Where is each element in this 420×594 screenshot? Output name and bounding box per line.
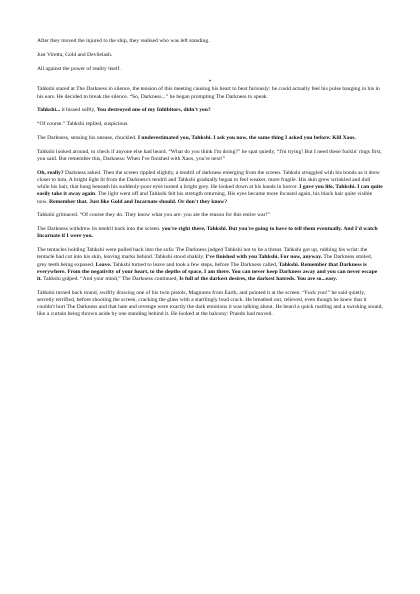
bold-text-run: I gave you life, Tahkshi. I can quite easily take it away again: [37, 184, 383, 198]
bold-text-run: Tahkshi. Remember that Darkness is everywhere. From the negativity of your heart, to the depths of space, I am there. You can never keep Darkness away and you can never escape it.: [37, 261, 378, 282]
bold-text-run: you're right there, Tahkshi. But you're going to have to tell them eventually. And I'd watch Incarnate if I were you.: [37, 226, 378, 240]
paragraph: [37, 149, 383, 163]
bold-text-run: I've finished with you Tahkshi. For now, anyway.: [205, 254, 323, 261]
paragraph: [37, 170, 383, 206]
text-run: Tahkshi turned to leave and took a few steps, before The Darkness called,: [111, 261, 279, 268]
bold-text-run: Tahkshi...: [37, 107, 61, 114]
text-run: “Of course.” Tahkshi replied, suspicious.: [37, 121, 129, 128]
text-run: The Darkness, sensing his unease, chuckled.: [37, 134, 138, 141]
paragraph: [37, 226, 383, 240]
bold-text-run: Oh, really?: [37, 169, 64, 176]
scene-separator: *: [208, 79, 212, 86]
text-run: The Darkness smiled, grey teeth being exposed.: [37, 254, 373, 268]
text-run: Tahkshi grimaced. “Of course they do. They know what you are: you are the reason for this entire war!”: [37, 212, 270, 219]
text-run: . The light went off and Tahkshi felt his strength returning. His eyes became more focused again, his black hair quite visible now.: [37, 191, 373, 205]
paragraph: [37, 290, 383, 319]
paragraph: [37, 86, 383, 100]
bold-text-run: You destroyed one of my Inhibitors, didn't you?: [96, 107, 211, 114]
bold-text-run: Is full of the darkest desires, the darkest hatreds. You are so...easy.: [179, 276, 338, 282]
text-run: Tahkshi stared at The Darkness in silence, the tension of this meeting causing his heart to beat furiously: he could actually feel his pulse banging in his in his ears. He decided to break the silence. “So, Darkness...” he began prompting The Darkness to speak.: [37, 86, 380, 100]
paragraph: [37, 247, 383, 283]
text-run: The Darkness withdrew its tendril back into the screen.: [37, 226, 162, 233]
text-run: The tentacles holding Tahkshi were pulled back into the sofa: The Darkness judged Tahkshi not to be a threat. Tahkshi got up, rubbing his wrist: the tentacle had cut into his skin, leaving marks behind. Tahkshi stood shakily.: [37, 247, 368, 261]
text-run: Tahkshi gulped. “And your mind,” The Darkness continued,: [41, 276, 180, 282]
paragraph: [37, 135, 383, 142]
text-run: Darkness asked. Then the screen rippled slightly, a tendril of darkness emerging from the screen. Tahkshi struggled with his bonds as it drew closer to him. A bright light lit from the Darkness's tendril and Tahkshi gradually began to feel weaker, more fragile. His skin grew wrinkled and dull while his hair, that hung beneath his suddenly-poor eyes turned a bright grey. He looked down at his hands in horror.: [37, 169, 380, 191]
bold-text-run: Leave.: [95, 261, 112, 268]
paragraph: [37, 107, 383, 114]
text-run: it hissed softly,: [60, 107, 97, 114]
text-run: Tahkshi turned back round, swiftly drawing one of his twin pistols, Magnums from Earth, and pointed it at the screen. “Fuck you!” he said quietly, secretly terrified, before shooting the screen, cracking the glass with a startlingly loud crack. He breathed out, relieved, even though he knew that it couldn't hurt The Darkness and that hate and revenge were exactly the dark emotions it was talking about. He heard a quick rustling and a swishing sound, like a curtain being thrown aside by one standing behind it. He looked at the balcony: Praedo had moved.: [37, 289, 383, 318]
paragraph: All against the power of reality itself.: [37, 65, 121, 72]
text-run: Tahkshi looked around, to check if anyone else had heard. “What do you think I'm doing?” he spat quietly, “I'm trying! But I need these fuckin' rings first, you said. But remember this, Darkness: When I've finished with Xaos, you're next!”: [37, 148, 382, 162]
paragraph: Just Viretta, Gold and Devilelash.: [37, 51, 113, 58]
paragraph: After they moved the injured to the ship, they realised who was left standing.: [37, 38, 210, 44]
paragraph: [37, 121, 383, 128]
paragraph: [37, 212, 383, 219]
bold-text-run: I underestimated you, Tahkshi. I ask you now, the same thing I asked you before: Kill Xaos.: [137, 134, 356, 141]
bold-text-run: Remember that. Just like Gold and Incarnate should. Or don't they know?: [49, 198, 228, 205]
